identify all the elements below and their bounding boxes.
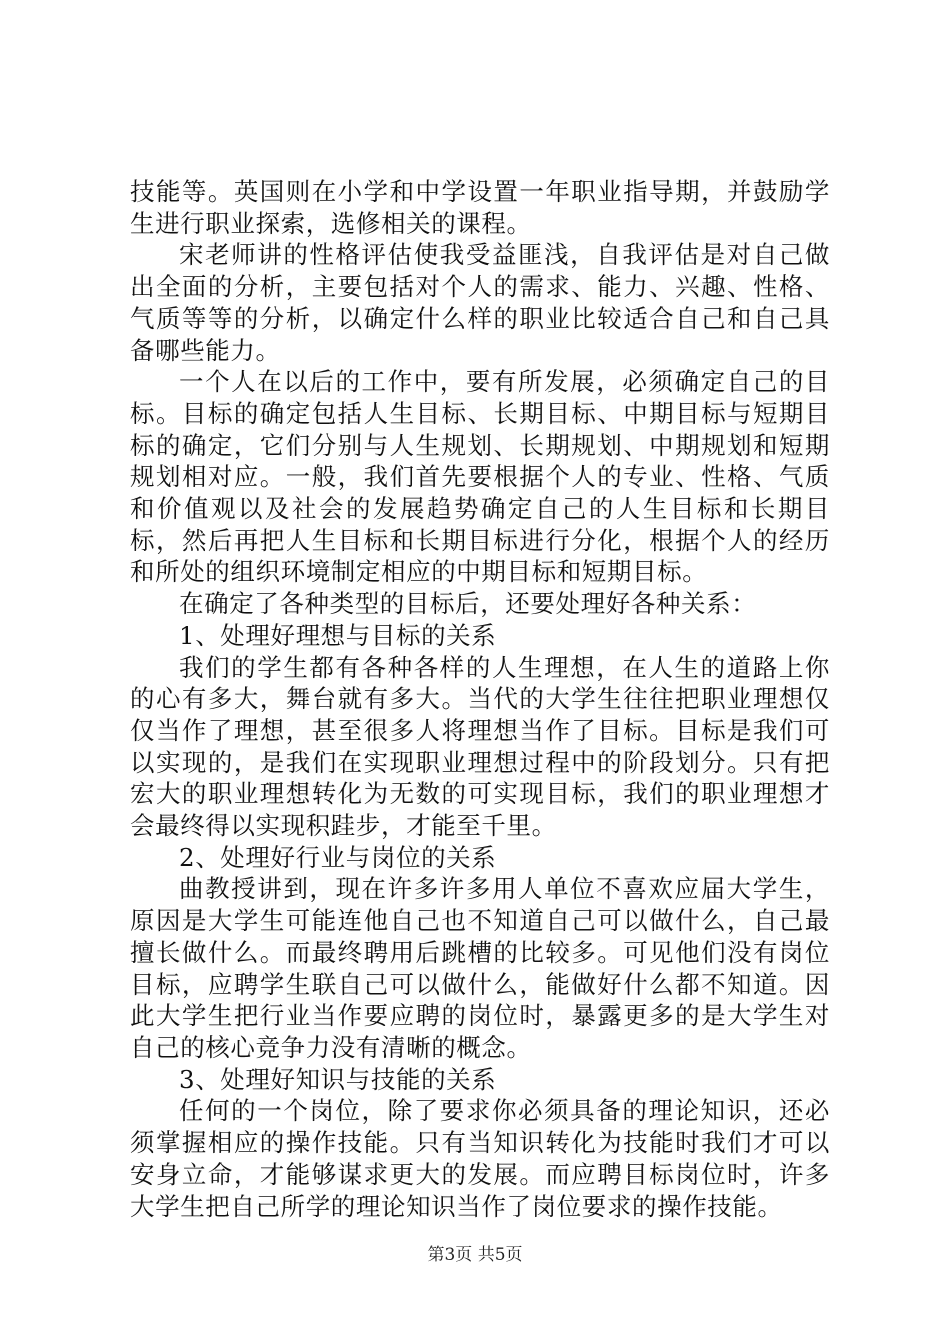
paragraph-industry-position: 曲教授讲到，现在许多许多用人单位不喜欢应届大学生，原因是大学生可能连他自己也不知道自己可以做什么，自己最擅长做什么。而最终聘用后跳槽的比较多。可见他们没有岗位目标，应聘学生联自己可以做什么，能做好什么都不知道。因此大学生把行业当作要应聘的岗位时，暴露更多的是大学生对自己的核心竞争力没有清晰的概念。 bbox=[130, 874, 830, 1062]
page-footer: 第3页 共5页 bbox=[427, 1245, 523, 1265]
paragraph-ideal-goal: 我们的学生都有各种各样的人生理想，在人生的道路上你的心有多大，舞台就有多大。当代的大学生往往把职业理想仅仅当作了理想，甚至很多人将理想当作了目标。目标是我们可以实现的，是我们在实现职业理想过程中的阶段划分。只有把宏大的职业理想转化为无数的可实现目标，我们的职业理想才会最终得以实现积跬步，才能至千里。 bbox=[130, 652, 830, 841]
section-heading-ideal-goal: 1、处理好理想与目标的关系 bbox=[179, 620, 497, 650]
paragraph-relations-intro: 在确定了各种类型的目标后，还要处理好各种关系： bbox=[179, 589, 757, 619]
paragraph-goals: 一个人在以后的工作中，要有所发展，必须确定自己的目标。目标的确定包括人生目标、长期目标、中期目标与短期目标的确定，它们分别与人生规划、长期规划、中期规划和短期规划相对应。一般，我们首先要根据个人的专业、性格、气质和价值观以及社会的发展趋势确定自己的人生目标和长期目标，然后再把人生目标和长期目标进行分化，根据个人的经历和所处的组织环境制定相应的中期目标和短期目标。 bbox=[130, 367, 830, 587]
body-text bbox=[130, 176, 830, 1222]
paragraph-knowledge-skill: 任何的一个岗位，除了要求你必须具备的理论知识，还必须掌握相应的操作技能。只有当知识转化为技能时我们才可以安身立命，才能够谋求更大的发展。而应聘目标岗位时，许多大学生把自己所学的理论知识当作了岗位要求的操作技能。 bbox=[130, 1096, 830, 1221]
paragraph-self-assessment: 宋老师讲的性格评估使我受益匪浅，自我评估是对自己做出全面的分析，主要包括对个人的需求、能力、兴趣、性格、气质等等的分析，以确定什么样的职业比较适合自己和自己具备哪些能力。 bbox=[130, 240, 830, 365]
section-heading-knowledge-skill: 3、处理好知识与技能的关系 bbox=[179, 1064, 497, 1094]
section-heading-industry-position: 2、处理好行业与岗位的关系 bbox=[179, 842, 497, 872]
paragraph-continued: 技能等。英国则在小学和中学设置一年职业指导期，并鼓励学生进行职业探索，选修相关的课程。 bbox=[130, 177, 830, 238]
